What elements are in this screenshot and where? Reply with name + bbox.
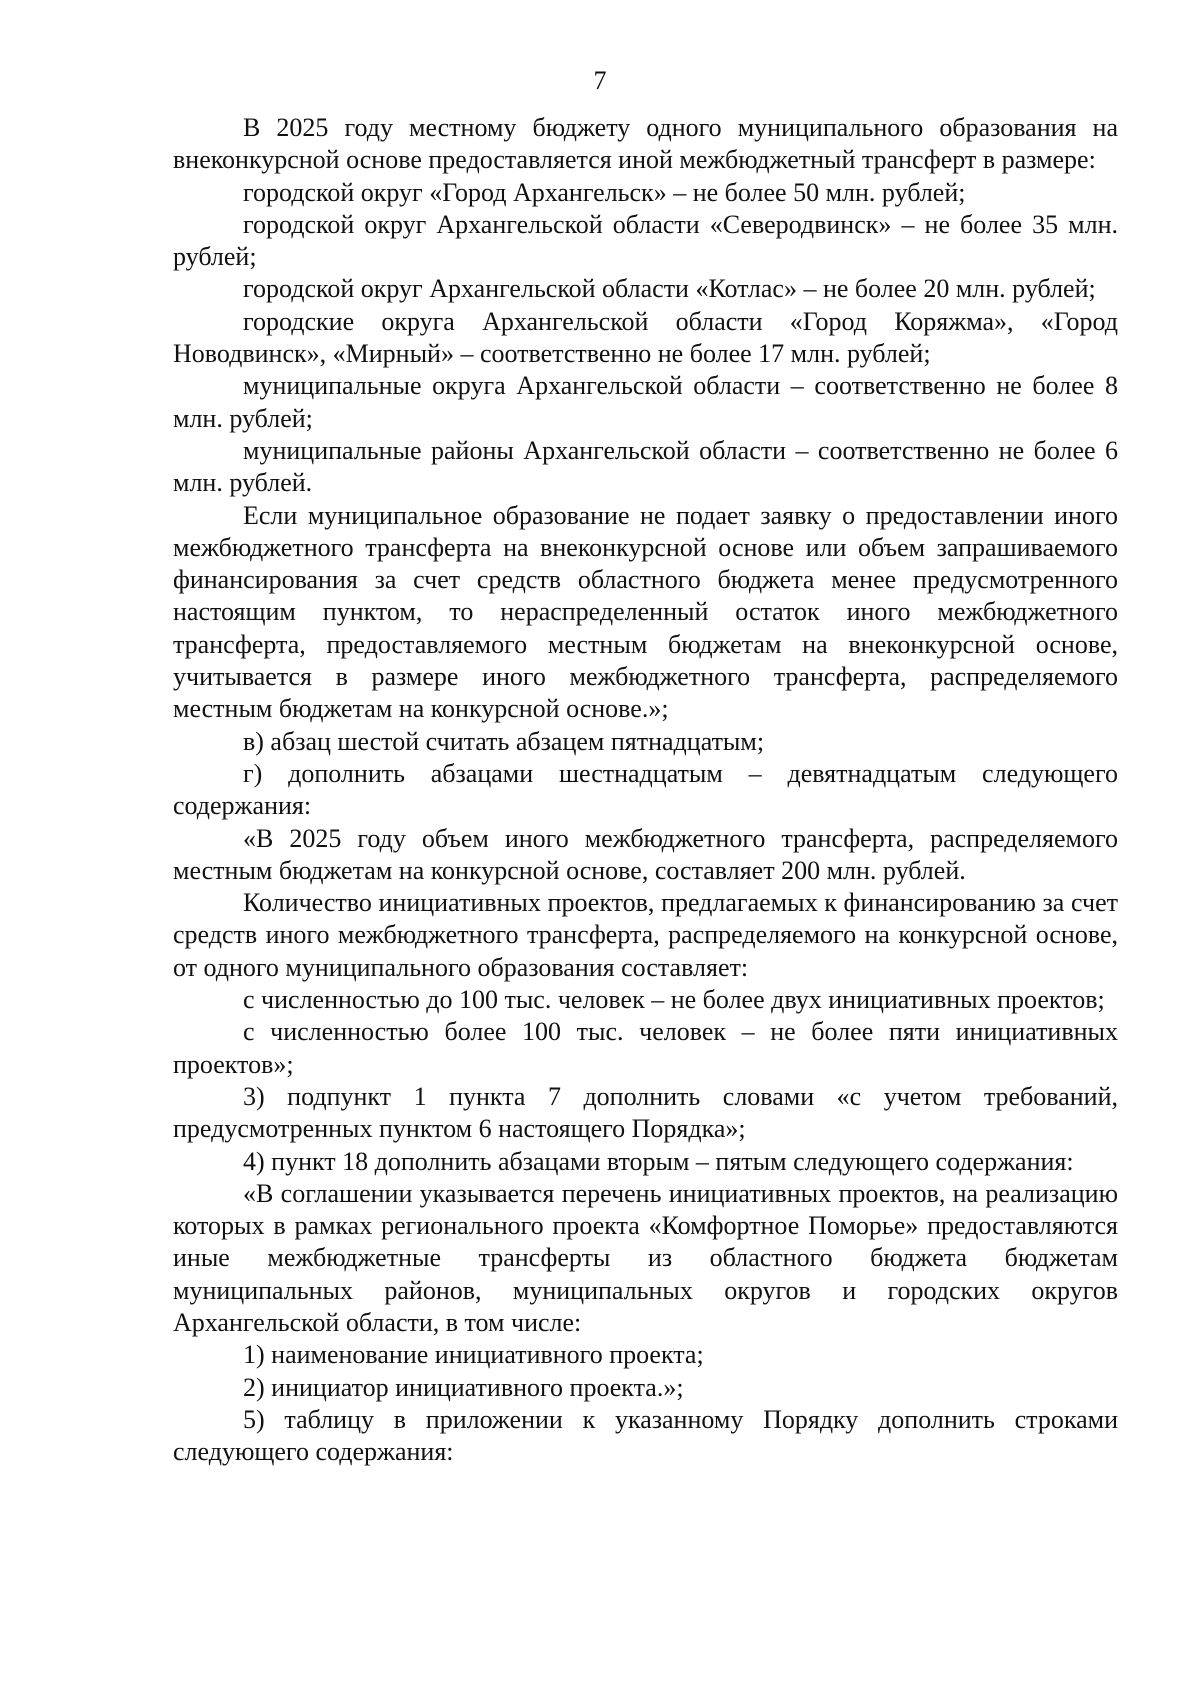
- paragraph-project-count: Количество инициативных проектов, предлагаемых к финансированию за счет средств иного межбюджетного трансферта, распределяемого на конкурсной основе, от одного муниципального образования составляет:: [173, 888, 1118, 982]
- paragraph-population-under-100k: с численностью до 100 тыс. человек – не более двух инициативных проектов;: [243, 985, 1105, 1015]
- paragraph-item-v: в) абзац шестой считать абзацем пятнадцатым;: [243, 726, 765, 756]
- paragraph-item-3: 3) подпункт 1 пункта 7 дополнить словами «с учетом требований, предусмотренных пунктом 6 настоящего Порядка»;: [173, 1081, 1118, 1144]
- paragraph-item-g: г) дополнить абзацами шестнадцатым – девятнадцатым следующего содержания:: [173, 758, 1118, 821]
- paragraph-project-name: 1) наименование инициативного проекта;: [243, 1340, 704, 1370]
- paragraph-municipal-districts: муниципальные районы Архангельской области – соответственно не более 6 млн. рублей.: [173, 435, 1118, 498]
- paragraph-competitive-volume: «В 2025 году объем иного межбюджетного трансферта, распределяемого местным бюджетам на конкурсной основе, составляет 200 млн. рублей.: [173, 823, 1118, 885]
- paragraph-arkhangelsk: городской округ «Город Архангельск» – не более 50 млн. рублей;: [243, 177, 966, 207]
- paragraph-item-5: 5) таблицу в приложении к указанному Порядку дополнить строками следующего содержания:: [173, 1404, 1118, 1467]
- document-body: [173, 112, 1118, 1468]
- paragraph-population-over-100k: с численностью более 100 тыс. человек – не более пяти инициативных проектов»;: [173, 1017, 1118, 1079]
- paragraph-municipal-okrugs: муниципальные округа Архангельской области – соответственно не более 8 млн. рублей;: [173, 371, 1118, 433]
- paragraph-item-4: 4) пункт 18 дополнить абзацами вторым – пятым следующего содержания:: [243, 1146, 1074, 1176]
- paragraph-severodvinsk: городской округ Архангельской области «Северодвинск» – не более 35 млн. рублей;: [173, 209, 1118, 272]
- paragraph-agreement-list: «В соглашении указывается перечень инициативных проектов, на реализацию которых в рамках регионального проекта «Комфортное Поморье» предоставляются иные межбюджетные трансферты из областного бюджета бюджетам муниципальных районов, муниципальных округов и городских округов Архангельской области, в том числе:: [173, 1178, 1118, 1337]
- paragraph-intro: В 2025 году местному бюджету одного муниципального образования на внеконкурсной основе предоставляется иной межбюджетный трансферт в размере:: [173, 113, 1118, 175]
- paragraph-kotlas: городской округ Архангельской области «Котлас» – не более 20 млн. рублей;: [243, 274, 1096, 304]
- paragraph-koryazhma-novodvinsk-mirny: городские округа Архангельской области «Город Коряжма», «Город Новодвинск», «Мирный» – соответственно не более 17 млн. рублей;: [173, 306, 1118, 369]
- page-number: 7: [593, 66, 607, 95]
- paragraph-unallocated-remainder: Если муниципальное образование не подает заявку о предоставлении иного межбюджетного трансферта на внеконкурсной основе или объем запрашиваемого финансирования за счет средств областного бюджета менее предусмотренного настоящим пунктом, то нераспределенный остаток иного межбюджетного трансферта, предоставляемого местным бюджетам на внеконкурсной основе, учитывается в размере иного межбюджетного трансферта, распределяемого местным бюджетам на конкурсной основе.»;: [173, 500, 1118, 724]
- paragraph-project-initiator: 2) инициатор инициативного проекта.»;: [243, 1372, 684, 1402]
